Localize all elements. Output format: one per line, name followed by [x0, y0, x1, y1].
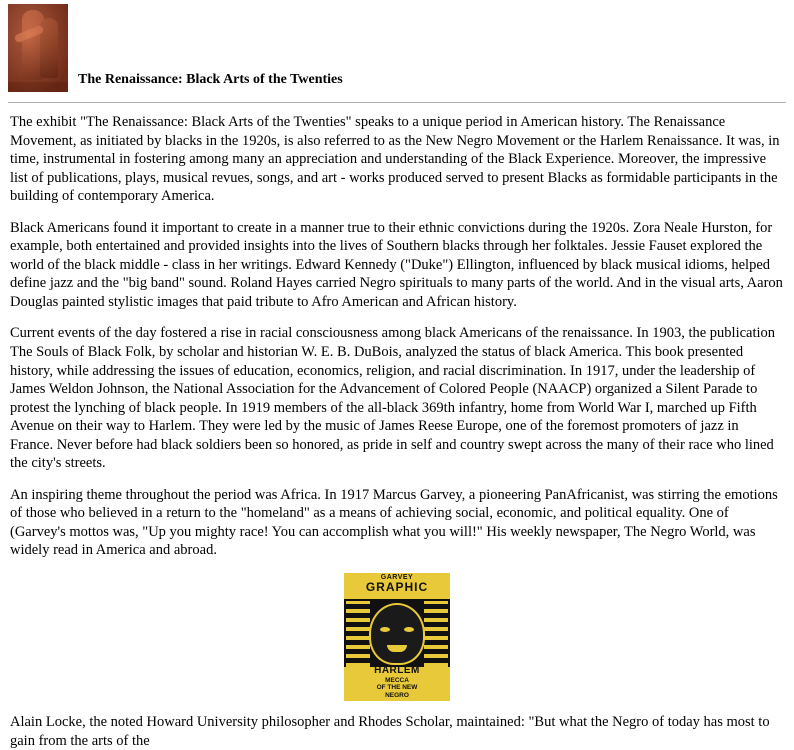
- paragraph-3: Current events of the day fostered a rise in racial consciousness among black Americans of the renaissance. In 1903, the publication The Souls of Black Folk, by scholar and historian W. E. B. DuBois, analyzed the status of black America. This book presented history, while addressing the issues of education, economics, religion, and racial discrimination. In 1917, under the leadership of James Weldon Johnson, the National Association for the Advancement of Colored People (NAACP) organized a Silent Parade to protest the lynching of black people. In 1919 members of the all-black 369th infantry, home from World War I, marched up Fifth Avenue on their way to Harlem. They were led by the music of James Reese Europe, one of the foremost promoters of jazz in France. Never before had black soldiers been so honored, as pride in self and country swept across the many of their race who lined the city's streets.: [10, 325, 776, 472]
- poster-caption-line-2: MECCA: [385, 676, 409, 684]
- paragraph-1: The exhibit "The Renaissance: Black Arts of the Twenties" speaks to a unique period in American history. The Renaissance Movement, as initiated by blacks in the 1920s, is also referred to as the New Negro Movement or the Harlem Renaissance. It was, in time, instrumental in fostering among many an appreciation and understanding of the Black Experience. Moreover, the impressive list of publications, plays, musical revues, songs, and art - works produced served to present Blacks as formidable participants in the building of contemporary America.: [10, 114, 780, 205]
- paragraph-2: Black Americans found it important to create in a manner true to their ethnic convictions during the 1920s. Zora Neale Hurston, for example, both entertained and provided insights into the lives of Southern blacks through her folktales. Jessie Fauset explored the world of the black middle - class in her writings. Edward Kennedy ("Duke") Ellington, influenced by black musical idioms, helped define jazz and the "big band" sound. Roland Hayes carried Negro spirituals to many parts of the world. And in the visual arts, Aaron Douglas painted stylistic images that paid tribute to Afro American and African history.: [10, 219, 783, 310]
- poster-title-block: [344, 574, 450, 594]
- header-divider: [8, 102, 786, 103]
- poster-eye-right: [404, 627, 414, 632]
- poster-eye-left: [380, 627, 390, 632]
- poster-caption-line-3: OF THE NEW: [376, 684, 418, 692]
- paragraph-4: An inspiring theme throughout the period was Africa. In 1917 Marcus Garvey, a pioneering PanAfricanist, was stirring the emotions of those who believed in a return to the "homeland" as a means of achieving social, economic, and political equality. One of (Garvey's mottos was, "Up you mighty race! You can accomplish what you will!" His weekly newspaper, The Negro World, was widely read in America and abroad.: [10, 486, 778, 559]
- poster-face-graphic: [371, 605, 423, 663]
- poster-stripes-right: [424, 601, 448, 667]
- poster-stripes-left: [346, 601, 370, 667]
- garvey-graphic-poster: [344, 573, 450, 701]
- poster-caption: [344, 665, 450, 699]
- poster-caption-line-1: HARLEM: [374, 665, 420, 677]
- poster-caption-line-4: NEGRO: [385, 691, 409, 699]
- document-content: [0, 113, 794, 750]
- poster-subtitle: GRAPHIC: [365, 580, 429, 595]
- poster-mouth: [387, 645, 407, 652]
- document-header: [0, 0, 794, 92]
- paragraph-5: Alain Locke, the noted Howard University philosopher and Rhodes Scholar, maintained: "But what the Negro of today has most to gain from the arts of the: [10, 714, 770, 749]
- page-title: The Renaissance: Black Arts of the Twenties: [78, 72, 343, 87]
- relief-sculpture-image: [8, 4, 68, 92]
- poster-figure-container: [10, 573, 784, 701]
- poster-title: GARVEY: [380, 574, 414, 582]
- sculpture-shading: [8, 4, 68, 92]
